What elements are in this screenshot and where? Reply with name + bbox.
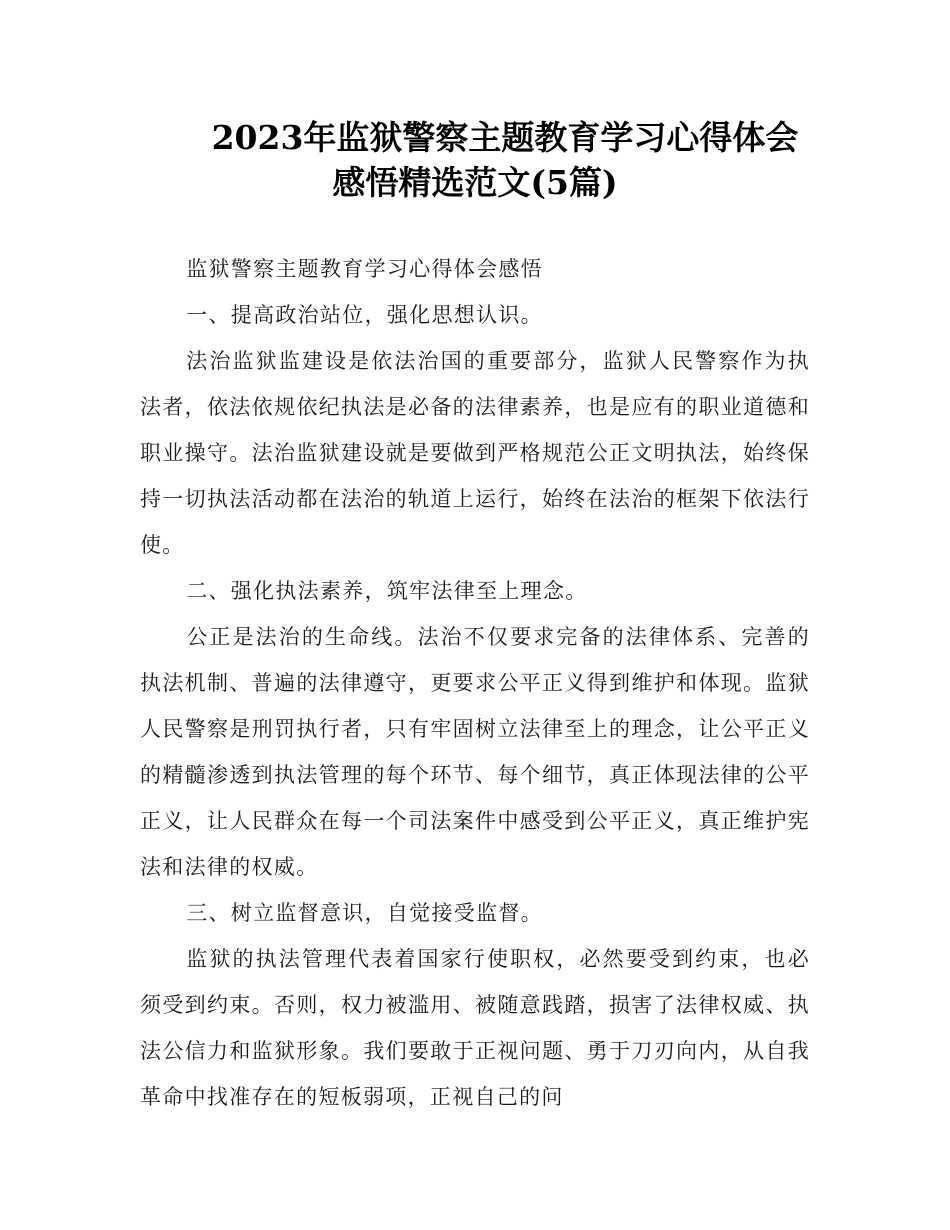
paragraph-body-2: 公正是法治的生命线。法治不仅要求完备的法律体系、完善的执法机制、普遍的法律遵守，更要求公平正义得到维护和体现。监狱人民警察是刑罚执行者，只有牢固树立法律至上的理念，让公平正义的精髓渗透到执法管理的每个环节、每个细节，真正体现法律的公平正义，让人民群众在每一个司法案件中感受到公平正义，真正维护宪法和法律的权威。 — [140, 625, 810, 879]
document-title-line-1: 2023年监狱警察主题教育学习心得体会 — [211, 118, 799, 157]
paragraph-subtitle: 监狱警察主题教育学习心得体会感悟 — [186, 257, 543, 281]
paragraph-body-1: 法治监狱监建设是依法治国的重要部分，监狱人民警察作为执法者，依法依规依纪执法是必备的法律素养，也是应有的职业道德和职业操守。法治监狱建设就是要做到严格规范公正文明执法，始终保持一切执法活动都在法治的轨道上运行，始终在法治的框架下依法行使。 — [140, 349, 810, 557]
document-body — [140, 246, 810, 1120]
paragraph-heading-3: 三、树立监督意识，自觉接受监督。 — [186, 901, 543, 925]
paragraph-heading-2: 二、强化执法素养，筑牢法律至上理念。 — [186, 579, 588, 603]
paragraph-heading-1: 一、提高政治站位，强化思想认识。 — [186, 303, 543, 327]
document-title-line-2: 感悟精选范文(5篇) — [332, 163, 618, 202]
paragraph-body-3: 监狱的执法管理代表着国家行使职权，必然要受到约束，也必须受到约束。否则，权力被滥用、被随意践踏，损害了法律权威、执法公信力和监狱形象。我们要敢于正视问题、勇于刀刃向内，从自我革命中找准存在的短板弱项，正视自己的问 — [140, 947, 810, 1109]
